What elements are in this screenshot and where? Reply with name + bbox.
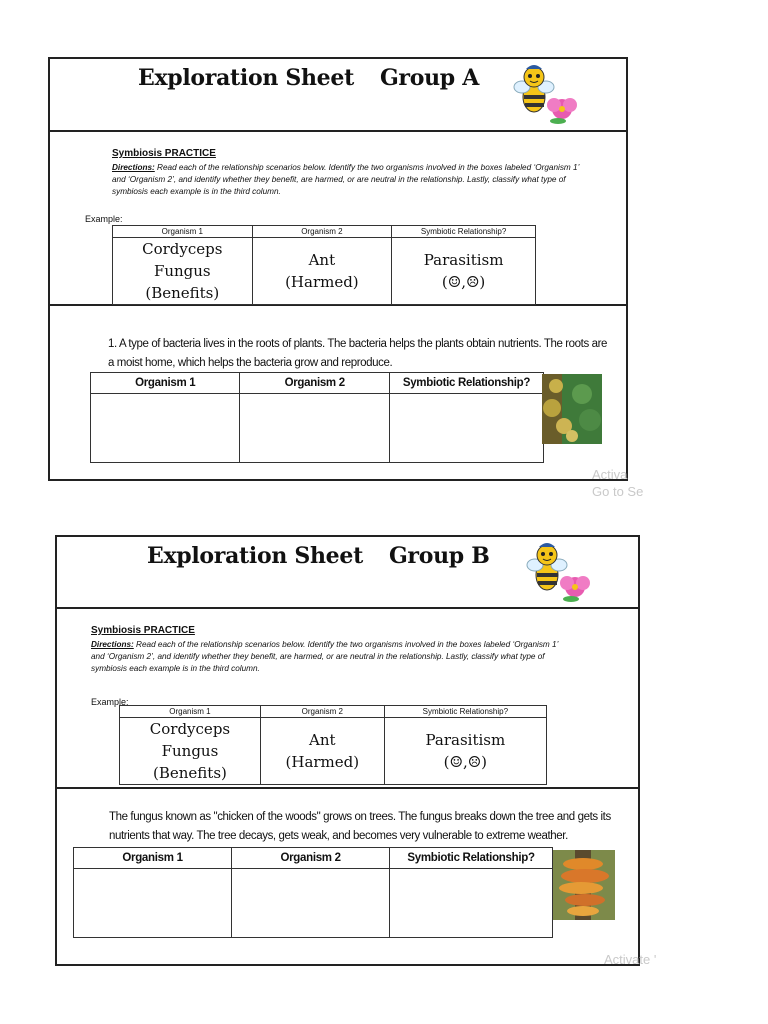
activate-watermark-a <box>592 466 643 500</box>
directions-label: Directions: <box>91 640 134 649</box>
answer-cell-organism-2[interactable] <box>232 869 390 938</box>
bee-flower-icon <box>502 61 582 127</box>
directions <box>112 162 582 198</box>
answer-cell-organism-1[interactable] <box>91 394 240 463</box>
cell-line: (☺,☹) <box>443 753 488 771</box>
example-table <box>119 705 547 785</box>
example-header-cell: Organism 2 <box>260 706 384 718</box>
example-header-cell: Symbiotic Relationship? <box>384 706 546 718</box>
example-cell <box>260 718 384 785</box>
practice-heading: Symbiosis PRACTICE <box>91 625 195 636</box>
cell-line: (☺,☹) <box>441 273 486 291</box>
group-label: Group A <box>379 65 479 91</box>
directions-text: Read each of the relationship scenarios below. Identify the two organisms involved in the boxes labeled ‘Organism 1’ and ‘Organism 2’, and identify whether they benefit, are harmed, or are neutral in the relationship. Lastly, classify what type of symbiosis each example is in the third column. <box>91 640 558 673</box>
directions-label: Directions: <box>112 163 155 172</box>
cell-line: (Benefits) <box>153 764 227 782</box>
watermark-line: Activa <box>592 467 628 482</box>
answer-header-cell: Symbiotic Relationship? <box>390 848 553 869</box>
title-text: Exploration Sheet <box>147 543 363 569</box>
cell-line: Cordyceps Fungus <box>142 240 223 280</box>
sheet-title <box>147 543 490 569</box>
example-table <box>112 225 536 305</box>
title-text: Exploration Sheet <box>138 65 354 91</box>
example-header-row <box>120 706 547 718</box>
directions-text: Read each of the relationship scenarios below. Identify the two organisms involved in the boxes labeled ‘Organism 1’ and ‘Organism 2’, and identify whether they benefit, are harmed, or are neutral in the relationship. Lastly, classify what type of symbiosis each example is in the third column. <box>112 163 579 196</box>
example-label: Example: <box>91 697 129 707</box>
group-label: Group B <box>388 543 490 569</box>
practice-heading: Symbiosis PRACTICE <box>112 148 216 159</box>
answer-header-cell: Organism 2 <box>240 373 389 394</box>
sheet-header <box>57 537 638 609</box>
example-cell <box>384 718 546 785</box>
example-header-cell: Organism 2 <box>252 226 392 238</box>
symbiosis-practice-section <box>57 609 638 789</box>
bee-flower-icon <box>515 539 595 605</box>
answer-table <box>90 372 544 463</box>
example-cell <box>252 238 392 305</box>
example-header-row <box>113 226 536 238</box>
cell-line: (Harmed) <box>285 273 359 291</box>
answer-header-cell: Symbiotic Relationship? <box>389 373 543 394</box>
answer-header-cell: Organism 2 <box>232 848 390 869</box>
example-header-cell: Symbiotic Relationship? <box>392 226 536 238</box>
example-row <box>120 718 547 785</box>
symbiosis-practice-section <box>50 132 626 306</box>
answer-cell-relationship[interactable] <box>389 394 543 463</box>
question-text: 1. A type of bacteria lives in the roots of plants. The bacteria helps the plants obtain nutrients. The roots are a moist home, which helps the bacteria grow and reproduce. <box>108 338 608 369</box>
root-bacteria-photo-icon <box>542 374 602 444</box>
cell-line: Parasitism <box>425 731 506 749</box>
answer-cell-relationship[interactable] <box>390 869 553 938</box>
answer-row <box>74 869 553 938</box>
exploration-sheet-group-a <box>48 57 628 481</box>
chicken-of-the-woods-photo-icon <box>553 850 615 920</box>
question-text: The fungus known as "chicken of the woods" grows on trees. The fungus breaks down the tree and gets its nutrients that way. The tree decays, gets weak, and becomes very vulnerable to extreme weather. <box>109 811 611 842</box>
example-row <box>113 238 536 305</box>
cell-line: Parasitism <box>423 251 504 269</box>
watermark-line: Activate ' <box>604 952 657 967</box>
answer-row <box>91 394 544 463</box>
example-header-cell: Organism 1 <box>113 226 253 238</box>
sheet-title <box>138 65 479 91</box>
example-header-cell: Organism 1 <box>120 706 261 718</box>
answer-table <box>73 847 553 938</box>
example-label: Example: <box>85 214 123 224</box>
answer-header-row <box>74 848 553 869</box>
activate-watermark-b <box>604 951 656 968</box>
answer-cell-organism-1[interactable] <box>74 869 232 938</box>
cell-line: Ant <box>308 251 336 269</box>
example-cell <box>120 718 261 785</box>
cell-line: Ant <box>309 731 336 749</box>
answer-header-row <box>91 373 544 394</box>
answer-header-cell: Organism 1 <box>74 848 232 869</box>
cell-line: (Harmed) <box>285 753 360 771</box>
sheet-header <box>50 59 626 132</box>
exploration-sheet-group-b <box>55 535 640 966</box>
example-cell <box>113 238 253 305</box>
watermark-line: Go to Se <box>592 484 644 499</box>
answer-cell-organism-2[interactable] <box>240 394 389 463</box>
directions <box>91 639 561 675</box>
example-cell <box>392 238 536 305</box>
cell-line: (Benefits) <box>145 284 220 302</box>
cell-line: Cordyceps Fungus <box>149 720 231 760</box>
answer-header-cell: Organism 1 <box>91 373 240 394</box>
